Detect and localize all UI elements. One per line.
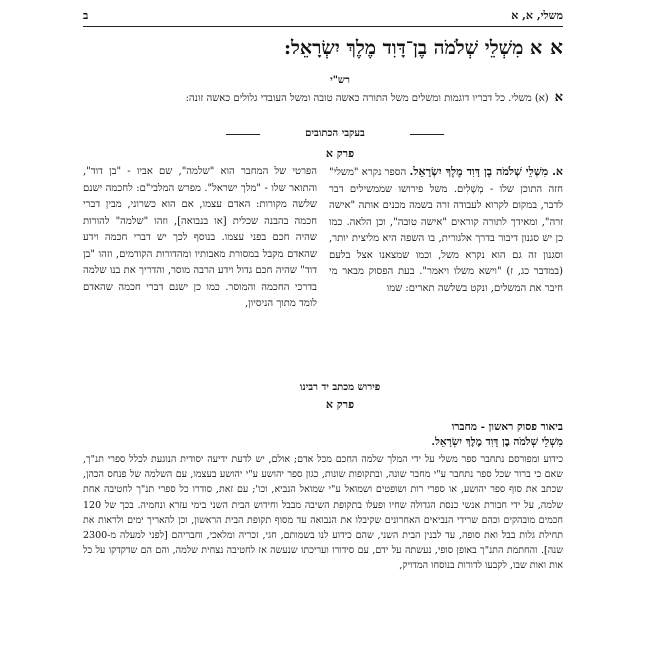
column-lead: א. מִשְׁלֵי שְׁלֹמֹה בֶן דָּוִד מֶלֶךְ יִשְׂרָאֵל. <box>409 165 563 178</box>
verse-text: א מִשְׁלֵי שְׁלֹמֹה בֶן־דָּוִד מֶלֶךְ יִשְׂרָאֵל: <box>284 37 543 59</box>
body-text: כידוע ומפורסם נתחבר ספר משלי על ידי המלך שלמה החכם מכל אדם; אולם, יש לדעת ידיעה יסודית הנוגעת לכלל ספרי תנ"ך, שאם כי ברור שכל ספר נתחבר ע"י מחבר שונה, ובתקופות שונות, כגון ספר יהושע ע"י יהושע בעצמו, עם השלמה של פנחס הכהן, שכתב את סוף ספר יהושע, או ספרי רות ושופטים ושמואל ע"י שמואל הנביא, וכו'; עם זאת, סודרו כל ספרי תנ"ך לחטיבה אחת שלמה, על ידי חבורת אנשי כנסת הגדולה שחיו ופעלו בתקופת השיבה מבבל וחידוש הבית השני בימי עזרא ונחמיה. בכך של 120 חכמים מובהקים וכהם שרידי הנביאים האחרונים שקיבלו את הנבואה עד מסוף תקופת הבית הראשון, וכן להאריך ימים ולראות את תחילת גלות בבל ואת סופה, עד לבנין הבית השני, שהם כידוע לנו בשמותם, חגי, זכריה ומלאכי, וחבריהם [לפני למעלה מ-2300 שנה]. והחתמת התנ"ך באופן סופי, נעשתה על ידם, עם סידורו ועריכתו שנעשה אז לחטיבה נצחית שלמה, והם הם שדקדקו על כל אות ואות שבו, לקבעו לדורות בנוסחו המדויק, <box>83 454 563 572</box>
rashi-letter: א <box>554 90 563 105</box>
running-header <box>83 8 563 27</box>
column-right <box>329 164 563 297</box>
chapter2-label: פרק א <box>325 398 355 411</box>
column-left-text: הפרטי של המחבר הוא "שלמה", שם אביו - "בן דוד", והתואר שלו - "מלך ישראל". מפרש המלבי"ם: לחכמה ישנם שלשה מקורות: האדם עצמו, אם הוא כשרוני, מבין דברי חכמה בהבנה שכלית [או בנבואה], וזהו "שלמה" להורות שהיה חכם בפני עצמו. בנוסף לכך יש דברי חכמה וידע שהאדם מקבל במסורת מאבותיו ומהדורות הקודמים, וזהו "בן דוד" שהיה חכם גדול וידע הרבה מוסר, והדריך את בנו שלמה בדרכי החכמה והמוסר. כמו כן ישנם דברי חכמה שהאדם לומד מתוך הניסיון, <box>83 166 317 309</box>
chapter-label: פרק א <box>325 147 355 160</box>
sub-verse: מִשְׁלֵי שְׁלֹמֹה בֶן דָּוִד מֶלֶךְ יִשְׂרָאֵל. <box>431 436 563 448</box>
section-title: בעקבי הכתובים <box>260 128 410 139</box>
verse-letter: א <box>550 35 563 59</box>
rashi-commentary <box>83 90 563 107</box>
page-number: ב <box>83 9 89 22</box>
section2-title: פירוש מכתב יד רבינו <box>299 382 381 393</box>
rashi-text: (א) משלי. כל דבריו דוגמות ומשלים משל התורה כאשה טובה ומשל העובדי גלולים כאשה זונה: <box>185 93 549 104</box>
header-title: משלי, א, א <box>511 9 563 22</box>
sub-heading: ביאור פסוק ראשון - מחברו <box>451 421 563 433</box>
column-right-text: הספר נקרא "משלי" חזה התוכן שלו - מְשָׁלִים. משל פירושו שממשילים דבר לדבר, במקום לקרוא לעבודה זרה בשמה מכנים אותה "אישה זרה", ומאידך לתורה קוראים "אישה טובה", וכן הלאה. כמו כן יש סגנון דיבור בדרך אלגורית, בו השפה היא מליצית יותר, וסגנון זה גם הוא נקרא משל, וכמו שמצאנו אצל בלעם (במדבר כג, ז) "וישא משלו ויאמר". בעת הפסוק מבאר מי חיבר את המשלים, ונקט בשלשה תארים: שמו <box>329 167 563 294</box>
column-left <box>83 164 317 313</box>
main-verse <box>83 36 563 59</box>
rashi-title: רש"י <box>330 75 350 86</box>
